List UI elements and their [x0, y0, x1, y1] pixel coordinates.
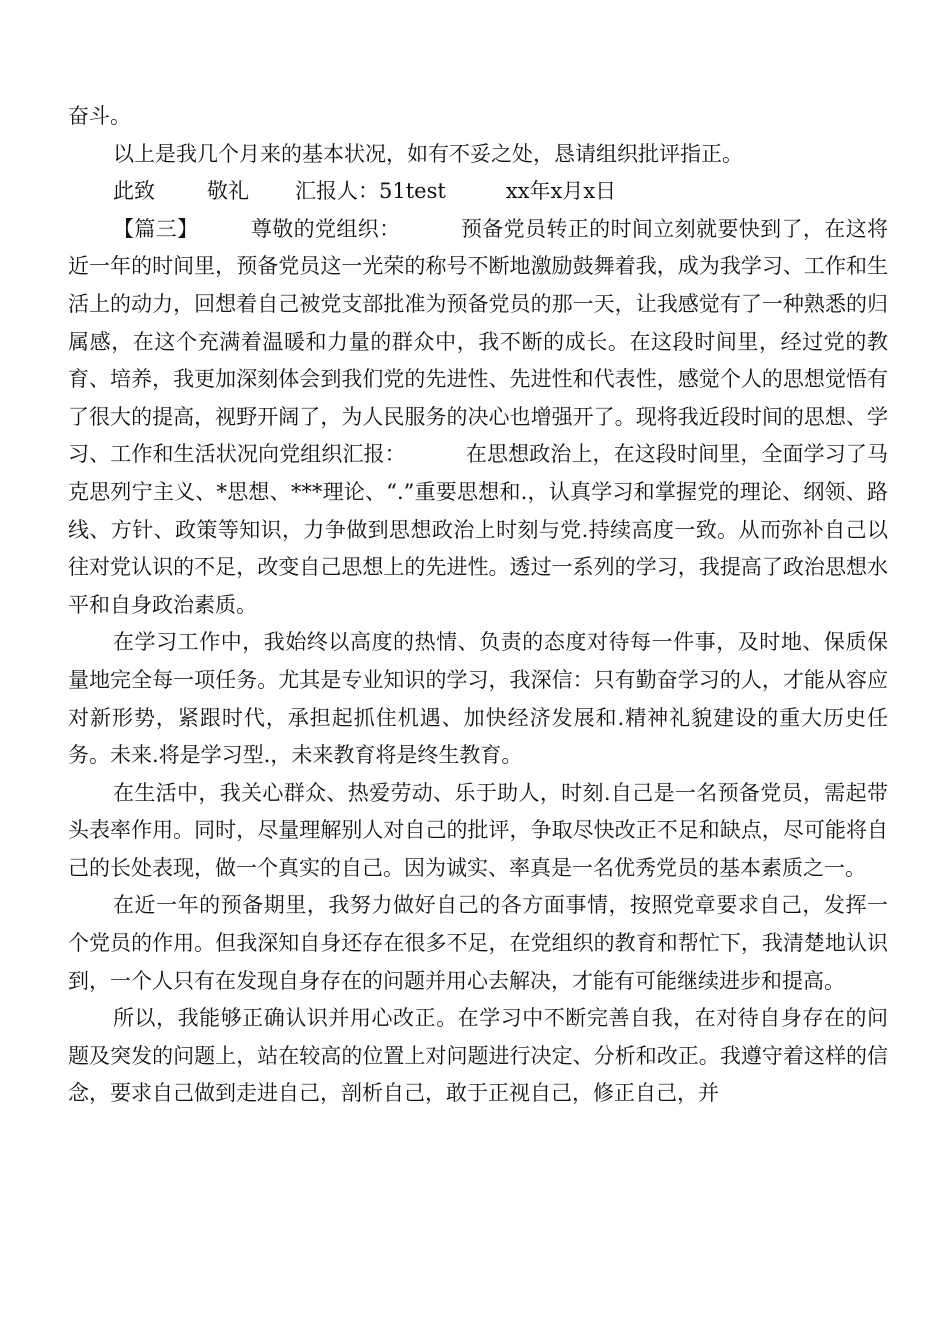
paragraph-line-top	[68, 98, 888, 136]
paragraph-text: 在生活中，我关心群众、热爱劳动、乐于助人，时刻.自己是一名预备党员，需起带头表率作用。同时，尽量理解别人对自己的批评，争取尽快改正不足和缺点，尽可能将自己的长处表现，做一个真实的自己。因为诚实、率真是一名优秀党员的基本素质之一。	[68, 780, 888, 880]
paragraph-section-three	[68, 211, 888, 625]
paragraph-correction	[68, 1000, 888, 1113]
salutation: 尊敬的党组织：	[250, 216, 401, 241]
paragraph-probation	[68, 887, 888, 1000]
signoff-line	[68, 173, 888, 211]
paragraph-text: 所以，我能够正确认识并用心改正。在学习中不断完善自我，在对待自身存在的问题及突发的问题上，站在较高的位置上对问题进行决定、分析和改正。我遵守着这样的信念，要求自己做到走进自己，剖析自己，敢于正视自己，修正自己，并	[68, 1006, 888, 1106]
line-top-text: 奋斗。	[68, 104, 131, 128]
paragraph-closing	[68, 136, 888, 174]
paragraph-text: 在学习工作中，我始终以高度的热情、负责的态度对待每一件事，及时地、保质保量地完全每一项任务。尤其是专业知识的学习，我深信：只有勤奋学习的人，才能从容应对新形势，紧跟时代，承担起抓住机遇、加快经济发展和.精神礼貌建设的重大历史任务。未来.将是学习型.，未来教育将是终生教育。	[68, 630, 889, 768]
paragraph-study-work	[68, 624, 888, 774]
section-intro: 预备党员转正的时间立刻就要快到了，在这将近一年的时间里，预备党员这一光荣的称号不断地激励鼓舞着我，成为我学习、工作和生活上的动力，回想着自己被党支部批准为预备党员的那一天，让我感觉有了一种熟悉的归属感，在这个充满着温暖和力量的群众中，我不断的成长。在这段时间里，经过党的教育、培养，我更加深刻体会到我们党的先进性、先进性和代表性，感觉个人的思想觉悟有了很大的提高，视野开阔了，为人民服务的决心也增强开了。现将我近段时间的思想、学习、工作和生活状况向党组织汇报：	[68, 216, 888, 467]
signoff-greeting-b: 敬礼	[207, 179, 249, 204]
signoff-reporter: 汇报人：51test	[295, 179, 446, 204]
paragraph-text: 在近一年的预备期里，我努力做好自己的各方面事情，按照党章要求自己，发挥一个党员的作用。但我深知自身还存在很多不足，在党组织的教育和帮忙下，我清楚地认识到，一个人只有在发现自身存在的问题并用心去解决，才能有可能继续进步和提高。	[68, 893, 888, 993]
section-politics: 在思想政治上，在这段时间里，全面学习了马克思列宁主义、*思想、***理论、“.”重要思想和.，认真学习和掌握党的理论、纲领、路线、方针、政策等知识，力争做到思想政治上时刻与党.持续高度一致。从而弥补自己以往对党认识的不足，改变自己思想上的先进性。透过一系列的学习，我提高了政治思想水平和自身政治素质。	[68, 442, 889, 617]
signoff-greeting-a: 此致	[113, 179, 155, 204]
closing-sentence: 以上是我几个月来的基本状况，如有不妥之处，恳请组织批评指正。	[113, 141, 743, 166]
section-heading: 【篇三】	[113, 216, 199, 241]
document-body	[68, 98, 888, 1113]
paragraph-life	[68, 775, 888, 888]
signoff-date: xx年x月x日	[505, 179, 617, 204]
